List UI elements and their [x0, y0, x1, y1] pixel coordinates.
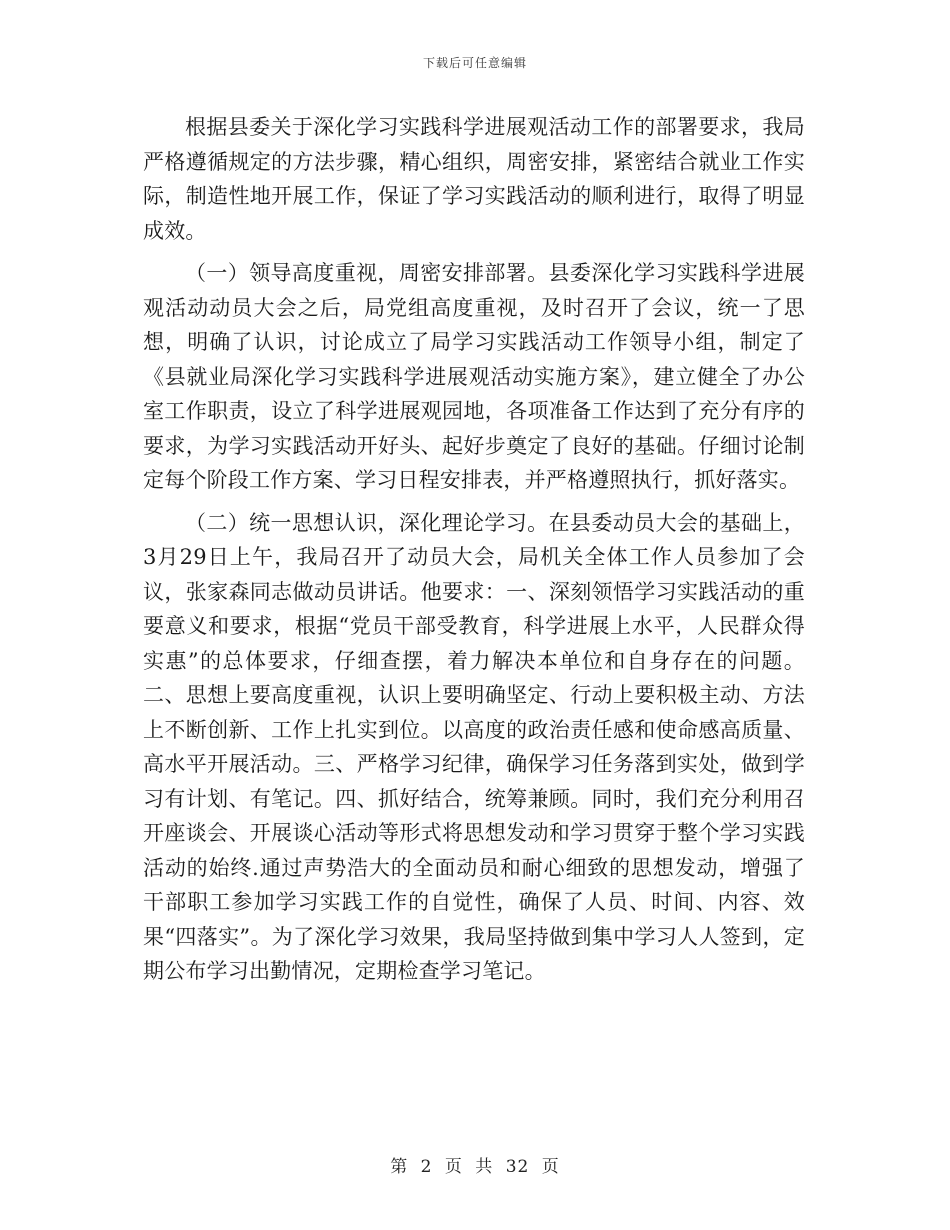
paragraph-section-1: （一）领导高度重视，周密安排部署。县委深化学习实践科学进展观活动动员大会之后，局党组高度重视，及时召开了会议，统一了思想，明确了认识，讨论成立了局学习实践活动工作领导小组，制定了《县就业局深化学习实践科学进展观活动实施方案》，建立健全了办公室工作职责，设立了科学进展观园地，各项准备工作达到了充分有序的要求，为学习实践活动开好头、起好步奠定了良好的基础。仔细讨论制定每个阶段工作方案、学习日程安排表，并严格遵照执行，抓好落实。 — [143, 261, 805, 492]
paragraph-intro: 根据县委关于深化学习实践科学进展观活动工作的部署要求，我局严格遵循规定的方法步骤，精心组织，周密安排，紧密结合就业工作实际，制造性地开展工作，保证了学习实践活动的顺利进行，取得了明显成效。 — [143, 115, 805, 243]
document-body — [143, 110, 805, 989]
paragraph-section-2: （二）统一思想认识，深化理论学习。在县委动员大会的基础上，3月29日上午，我局召开了动员大会，局机关全体工作人员参加了会议，张家森同志做动员讲话。他要求：一、深刻领悟学习实践活动的重要意义和要求，根据“党员干部受教育，科学进展上水平，人民群众得实惠”的总体要求，仔细查摆，着力解决本单位和自身存在的问题。二、思想上要高度重视，认识上要明确坚定、行动上要积极主动、方法上不断创新、工作上扎实到位。以高度的政治责任感和使命感高质量、高水平开展活动。三、严格学习纪律，确保学习任务落到实处，做到学习有计划、有笔记。四、抓好结合，统筹兼顾。同时，我们充分利用召开座谈会、开展谈心活动等形式将思想发动和学习贯穿于整个学习实践活动的始终.通过声势浩大的全面动员和耐心细致的思想发动，增强了干部职工参加学习实践工作的自觉性，确保了人员、时间、内容、效果“四落实”。为了深化学习效果，我局坚持做到集中学习人人签到，定期公布学习出勤情况，定期检查学习笔记。 — [143, 510, 805, 983]
page-number: 第 2 页 共 32 页 — [390, 1157, 560, 1177]
header-note: 下载后可任意编辑 — [422, 56, 527, 70]
